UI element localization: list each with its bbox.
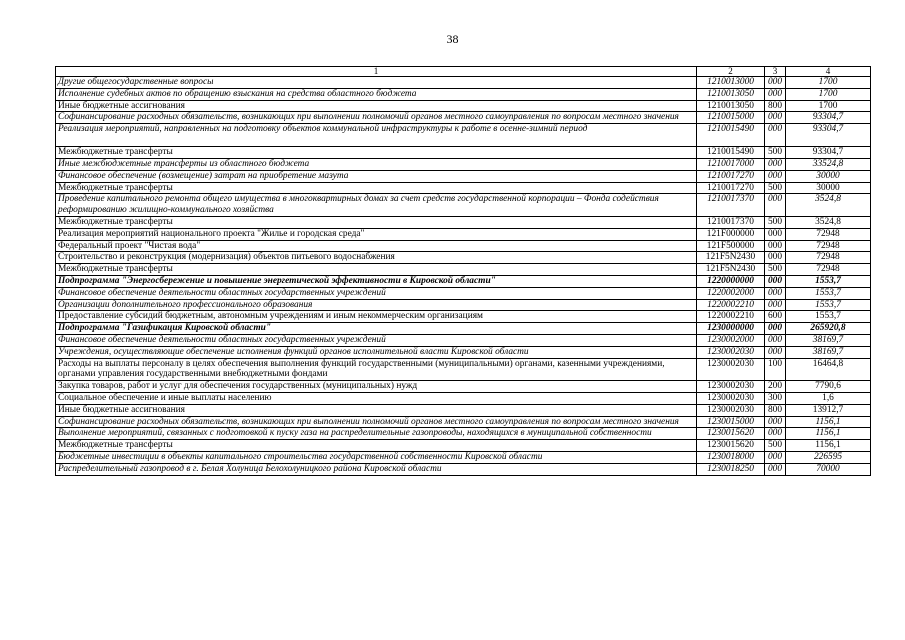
row-name-cell: Исполнение судебных актов по обращению взыскания на средства областного бюджета — [56, 88, 697, 100]
row-code-cell: 1230015620 — [697, 440, 765, 452]
row-code-cell: 1210013050 — [697, 88, 765, 100]
row-type-cell: 500 — [765, 182, 786, 194]
row-type-cell: 000 — [765, 275, 786, 287]
row-name-cell: Федеральный проект "Чистая вода" — [56, 240, 697, 252]
row-sum-cell: 7790,6 — [786, 381, 871, 393]
row-name-cell: Межбюджетные трансферты — [56, 264, 697, 276]
table-body — [56, 77, 871, 476]
row-code-cell: 1230015620 — [697, 428, 765, 440]
row-code-cell: 1230002030 — [697, 392, 765, 404]
row-name-cell: Иные бюджетные ассигнования — [56, 404, 697, 416]
row-sum-cell: 226595 — [786, 451, 871, 463]
row-name-cell: Подпрограмма "Газификация Кировской области" — [56, 323, 697, 335]
table-row — [56, 124, 871, 147]
row-sum-cell: 1700 — [786, 100, 871, 112]
row-sum-cell: 1553,7 — [786, 311, 871, 323]
row-code-cell: 1230018000 — [697, 451, 765, 463]
row-type-cell: 000 — [765, 252, 786, 264]
row-sum-cell: 30000 — [786, 170, 871, 182]
row-name-cell: Межбюджетные трансферты — [56, 216, 697, 228]
row-name-cell: Иные межбюджетные трансферты из областного бюджета — [56, 158, 697, 170]
row-name-cell: Социальное обеспечение и иные выплаты населению — [56, 392, 697, 404]
row-sum-cell: 265920,8 — [786, 323, 871, 335]
table-row — [56, 392, 871, 404]
row-sum-cell: 38169,7 — [786, 346, 871, 358]
table-row — [56, 358, 871, 381]
table-row — [56, 240, 871, 252]
row-code-cell: 121F500000 — [697, 240, 765, 252]
row-name-cell: Межбюджетные трансферты — [56, 440, 697, 452]
row-code-cell: 1210013000 — [697, 77, 765, 89]
row-sum-cell: 72948 — [786, 252, 871, 264]
table-row — [56, 428, 871, 440]
row-sum-cell: 1553,7 — [786, 275, 871, 287]
budget-table — [55, 66, 871, 476]
row-code-cell: 1230002030 — [697, 346, 765, 358]
row-code-cell: 1210017270 — [697, 182, 765, 194]
table-row — [56, 451, 871, 463]
row-sum-cell: 1156,1 — [786, 440, 871, 452]
row-code-cell: 1210017000 — [697, 158, 765, 170]
row-type-cell: 500 — [765, 147, 786, 159]
row-type-cell: 000 — [765, 170, 786, 182]
row-type-cell: 000 — [765, 287, 786, 299]
table-row — [56, 416, 871, 428]
table-row — [56, 147, 871, 159]
row-type-cell: 000 — [765, 416, 786, 428]
row-type-cell: 200 — [765, 381, 786, 393]
row-name-cell: Финансовое обеспечение деятельности областных государственных учреждений — [56, 287, 697, 299]
row-code-cell: 1230015000 — [697, 416, 765, 428]
row-code-cell: 1220002210 — [697, 299, 765, 311]
row-code-cell: 1220000000 — [697, 275, 765, 287]
row-type-cell: 500 — [765, 264, 786, 276]
row-code-cell: 1230002000 — [697, 334, 765, 346]
row-type-cell: 000 — [765, 112, 786, 124]
table-row — [56, 381, 871, 393]
row-type-cell: 800 — [765, 100, 786, 112]
row-sum-cell: 3524,8 — [786, 194, 871, 217]
row-type-cell: 000 — [765, 158, 786, 170]
table-row — [56, 100, 871, 112]
row-code-cell: 1230002030 — [697, 358, 765, 381]
row-name-cell: Иные бюджетные ассигнования — [56, 100, 697, 112]
row-name-cell: Межбюджетные трансферты — [56, 147, 697, 159]
row-sum-cell: 38169,7 — [786, 334, 871, 346]
row-sum-cell: 16464,8 — [786, 358, 871, 381]
row-code-cell: 1210015490 — [697, 124, 765, 147]
table-row — [56, 299, 871, 311]
table-row — [56, 158, 871, 170]
row-name-cell: Предоставление субсидий бюджетным, автономным учреждениям и иным некоммерческим организациям — [56, 311, 697, 323]
row-sum-cell: 1700 — [786, 88, 871, 100]
row-name-cell: Бюджетные инвестиции в объекты капитального строительства государственной собственности Кировской области — [56, 451, 697, 463]
row-name-cell: Учреждения, осуществляющие обеспечение исполнения функций органов исполнительной власти Кировской области — [56, 346, 697, 358]
page-number: 38 — [446, 32, 459, 46]
row-name-cell: Реализация мероприятий, направленных на подготовку объектов коммунальной инфраструктуры к работе в осенне-зимний период — [56, 124, 697, 147]
row-sum-cell: 93304,7 — [786, 124, 871, 147]
row-sum-cell: 72948 — [786, 264, 871, 276]
row-sum-cell: 1156,1 — [786, 428, 871, 440]
row-name-cell: Проведение капитального ремонта общего имущества в многоквартирных домах за счет средств государственной корпорации – Фонда содействия реформированию жилищно-коммунального хозяйства — [56, 194, 697, 217]
table-row — [56, 311, 871, 323]
table-row — [56, 112, 871, 124]
row-type-cell: 100 — [765, 358, 786, 381]
row-type-cell: 000 — [765, 88, 786, 100]
row-code-cell: 121F000000 — [697, 228, 765, 240]
row-sum-cell: 1156,1 — [786, 416, 871, 428]
row-sum-cell: 72948 — [786, 240, 871, 252]
row-type-cell: 000 — [765, 194, 786, 217]
row-type-cell: 000 — [765, 334, 786, 346]
row-sum-cell: 1553,7 — [786, 287, 871, 299]
table-row — [56, 463, 871, 475]
row-code-cell: 1230002030 — [697, 381, 765, 393]
row-type-cell: 000 — [765, 463, 786, 475]
row-type-cell: 000 — [765, 77, 786, 89]
table-row — [56, 88, 871, 100]
row-code-cell: 1210015000 — [697, 112, 765, 124]
row-code-cell: 1210013050 — [697, 100, 765, 112]
column-header-name: 1 — [56, 67, 697, 77]
table-row — [56, 264, 871, 276]
table-row — [56, 194, 871, 217]
row-sum-cell: 3524,8 — [786, 216, 871, 228]
row-sum-cell: 93304,7 — [786, 147, 871, 159]
row-name-cell: Другие общегосударственные вопросы — [56, 77, 697, 89]
row-name-cell: Софинансирование расходных обязательств, возникающих при выполнении полномочий органов местного самоуправления по вопросам местного значения — [56, 416, 697, 428]
row-sum-cell: 30000 — [786, 182, 871, 194]
row-name-cell: Подпрограмма "Энергосбережение и повышение энергетической эффективности в Кировской области" — [56, 275, 697, 287]
row-code-cell: 1220002210 — [697, 311, 765, 323]
table-row — [56, 346, 871, 358]
table-row — [56, 77, 871, 89]
row-code-cell: 1230000000 — [697, 323, 765, 335]
row-sum-cell: 13912,7 — [786, 404, 871, 416]
row-type-cell: 500 — [765, 440, 786, 452]
row-sum-cell: 1553,7 — [786, 299, 871, 311]
row-name-cell: Расходы на выплаты персоналу в целях обеспечения выполнения функций государственными (муниципальными) органами, казенными учреждениями, органами управления государственными внебюджетными фондами — [56, 358, 697, 381]
row-type-cell: 000 — [765, 124, 786, 147]
table-row — [56, 275, 871, 287]
row-type-cell: 500 — [765, 216, 786, 228]
row-code-cell: 121F5N2430 — [697, 264, 765, 276]
row-name-cell: Строительство и реконструкция (модернизация) объектов питьевого водоснабжения — [56, 252, 697, 264]
row-type-cell: 000 — [765, 299, 786, 311]
row-code-cell: 1230002030 — [697, 404, 765, 416]
table-row — [56, 170, 871, 182]
table-row — [56, 323, 871, 335]
table-row — [56, 334, 871, 346]
row-code-cell: 1220002000 — [697, 287, 765, 299]
row-name-cell: Финансовое обеспечение деятельности областных государственных учреждений — [56, 334, 697, 346]
row-code-cell: 1230018250 — [697, 463, 765, 475]
table-row — [56, 440, 871, 452]
column-header-code: 2 — [697, 67, 765, 77]
row-name-cell: Распределительный газопровод в г. Белая Холуница Белохолуницкого района Кировской области — [56, 463, 697, 475]
table-row — [56, 252, 871, 264]
row-code-cell: 1210017370 — [697, 194, 765, 217]
row-type-cell: 000 — [765, 323, 786, 335]
row-type-cell: 000 — [765, 228, 786, 240]
row-type-cell: 000 — [765, 451, 786, 463]
row-sum-cell: 93304,7 — [786, 112, 871, 124]
row-sum-cell: 1,6 — [786, 392, 871, 404]
row-code-cell: 121F5N2430 — [697, 252, 765, 264]
row-type-cell: 600 — [765, 311, 786, 323]
row-type-cell: 000 — [765, 346, 786, 358]
table-row — [56, 182, 871, 194]
row-sum-cell: 1700 — [786, 77, 871, 89]
table-row — [56, 404, 871, 416]
row-sum-cell: 33524,8 — [786, 158, 871, 170]
row-type-cell: 000 — [765, 240, 786, 252]
row-name-cell: Организации дополнительного профессионального образования — [56, 299, 697, 311]
row-type-cell: 800 — [765, 404, 786, 416]
column-header-type: 3 — [765, 67, 786, 77]
column-header-sum: 4 — [786, 67, 871, 77]
row-name-cell: Выполнение мероприятий, связанных с подготовкой к пуску газа на распределительные газопроводы, находящихся в муниципальной собственности — [56, 428, 697, 440]
row-name-cell: Реализация мероприятий национального проекта "Жилье и городская среда" — [56, 228, 697, 240]
row-code-cell: 1210015490 — [697, 147, 765, 159]
table-header-row — [56, 67, 871, 77]
row-name-cell: Софинансирование расходных обязательств, возникающих при выполнении полномочий органов местного самоуправления по вопросам местного значения — [56, 112, 697, 124]
row-type-cell: 000 — [765, 428, 786, 440]
table-row — [56, 216, 871, 228]
row-sum-cell: 70000 — [786, 463, 871, 475]
table-row — [56, 228, 871, 240]
row-sum-cell: 72948 — [786, 228, 871, 240]
row-name-cell: Финансовое обеспечение (возмещение) затрат на приобретение мазута — [56, 170, 697, 182]
table-row — [56, 287, 871, 299]
row-code-cell: 1210017270 — [697, 170, 765, 182]
row-code-cell: 1210017370 — [697, 216, 765, 228]
row-name-cell: Закупка товаров, работ и услуг для обеспечения государственных (муниципальных) нужд — [56, 381, 697, 393]
row-type-cell: 300 — [765, 392, 786, 404]
row-name-cell: Межбюджетные трансферты — [56, 182, 697, 194]
